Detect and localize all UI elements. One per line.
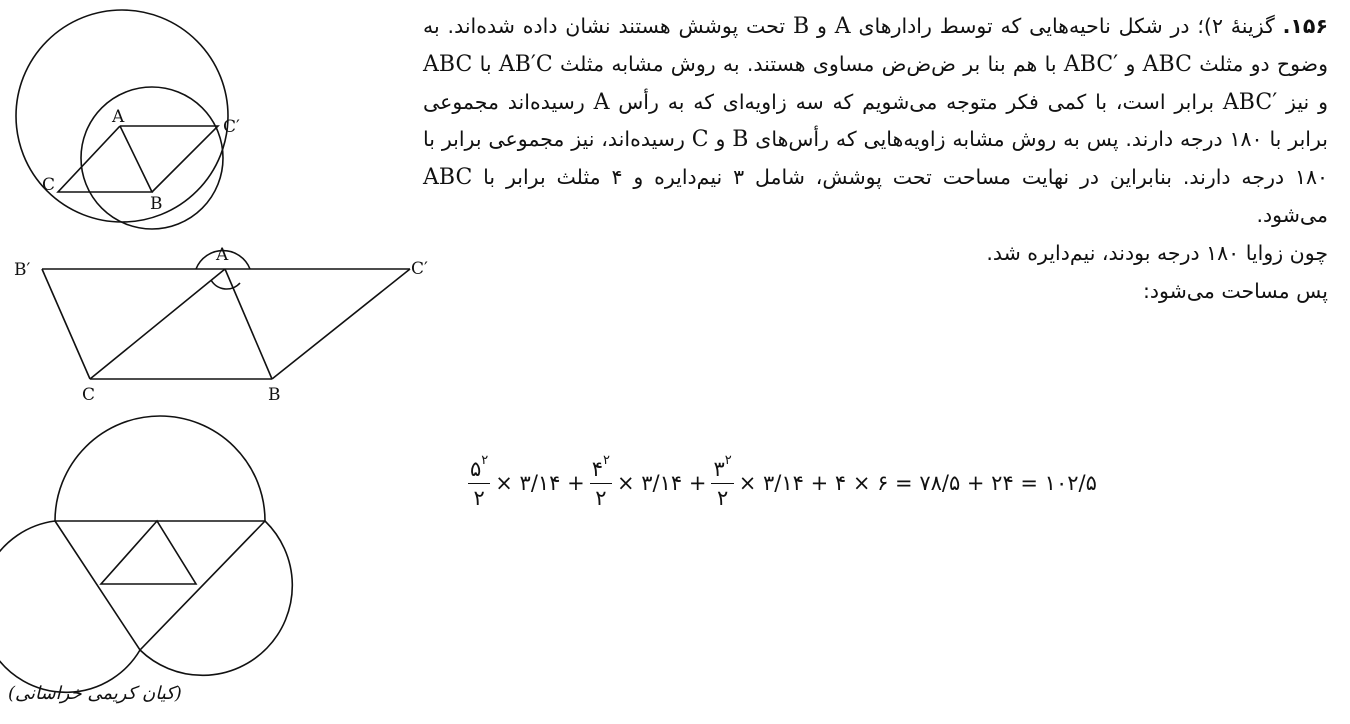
formula-term-3: × ۳/۱۴ + ۴ × ۶ = ۷۸/۵ + ۲۴ = ۱۰۲/۵: [738, 471, 1097, 495]
symbol-AB-prime-C: AB′C: [498, 51, 553, 77]
label-B: B: [150, 194, 163, 214]
symbol-ABC: ABC: [1142, 51, 1192, 77]
fraction-1: [468, 452, 490, 510]
text-segment: با هم بنا بر ض‌ض‌ض مساوی هستند. به روش مشابه مثلث: [559, 51, 1057, 76]
label-B-prime: B′: [14, 260, 31, 280]
label-B: B: [268, 385, 281, 405]
paragraph-main: [423, 8, 1328, 235]
symbol-B: B: [792, 14, 810, 39]
text-segment: تحت پوشش هستند نشان داده شده‌اند. به وضوح دو مثلث: [423, 14, 1328, 76]
fraction-1-denominator: ۲: [473, 485, 485, 510]
symbol-ABC-prime: ABC′: [1063, 51, 1119, 77]
symbol-A: A: [834, 14, 851, 39]
symbol-C: C: [691, 127, 709, 153]
segment-AC: [90, 269, 225, 379]
paragraph-semicircle: چون زوایا ۱۸۰ درجه بودند، نیم‌دایره شد.: [986, 240, 1328, 265]
fraction-2-exponent: ۲: [603, 452, 610, 468]
side-left: [42, 269, 90, 379]
figure-radar-circles: [0, 0, 320, 240]
semicircle-right: [140, 521, 292, 675]
formula-term-1: × ۳/۱۴ +: [495, 471, 585, 495]
label-C: C: [82, 385, 96, 405]
label-A: A: [112, 107, 125, 127]
text-segment: می‌شود.: [1256, 202, 1328, 227]
text-segment: گزینهٔ ۲)؛ در شکل ناحیه‌هایی که توسط رادارهای: [858, 14, 1275, 38]
label-C-prime: C′: [411, 259, 428, 279]
text-segment: با: [479, 51, 492, 76]
fraction-3-denominator: ۲: [716, 485, 729, 510]
text-segment: و نیز: [1286, 89, 1328, 114]
symbol-ABC: ABC: [423, 165, 473, 191]
fraction-3: [711, 452, 733, 510]
text-segment: رسیده‌اند مجموعی برابر با ۱۸۰ درجه دارند. پس به روش مشابه زاویه‌هایی که رأس‌های: [423, 89, 1328, 152]
label-C: C: [42, 175, 56, 195]
angle-arc-inner: [211, 280, 240, 289]
fraction-1-base: ۵: [470, 456, 482, 481]
paragraph-area-intro: پس مساحت می‌شود:: [1142, 278, 1328, 303]
symbol-A: A: [593, 89, 610, 115]
semicircle-left: [0, 521, 140, 692]
fraction-3-exponent: ۲: [724, 452, 732, 468]
symbol-ABC: ABC: [423, 51, 473, 77]
inner-triangle: [101, 521, 196, 584]
semicircle-top: [55, 416, 265, 521]
figure-triangles-strip: [0, 240, 450, 410]
symbol-ABC-prime: ABC′: [1222, 89, 1278, 115]
fraction-2-base: ۴: [591, 456, 604, 481]
triangle-ABCp: [120, 126, 218, 192]
text-segment: و: [715, 127, 726, 152]
question-number: ۱۵۶.: [1282, 14, 1328, 38]
segment-AB: [225, 269, 272, 379]
fraction-2-denominator: ۲: [595, 485, 607, 510]
triangle-ABC: [58, 126, 152, 192]
symbol-B: B: [732, 127, 749, 153]
figure-semicircles: [0, 410, 300, 680]
text-segment: برابر است، با کمی فکر متوجه می‌شویم که سه زاویه‌ای که به رأس: [618, 89, 1215, 114]
fraction-2: [590, 452, 612, 510]
solution-text: [423, 8, 1328, 310]
side-right: [272, 269, 410, 379]
fraction-1-exponent: ۲: [481, 452, 489, 468]
author-credit: (کیان کریمی خراسانی): [8, 683, 182, 704]
outer-triangle: [55, 521, 265, 650]
text-segment: رسیده‌اند، نیز مجموعی برابر با ۱۸۰ درجه دارند. بنابراین در نهایت مساحت تحت پوشش، شامل ۳ نیم‌دایره و ۴ مثلث برابر با: [423, 127, 1329, 190]
label-A: A: [216, 245, 229, 265]
fraction-3-base: ۳: [713, 456, 725, 481]
formula-term-2: × ۳/۱۴ +: [617, 471, 707, 495]
label-C-prime: C′: [223, 117, 240, 137]
text-segment: و: [816, 14, 827, 38]
area-formula: [465, 448, 1099, 518]
text-segment: و: [1125, 51, 1136, 76]
